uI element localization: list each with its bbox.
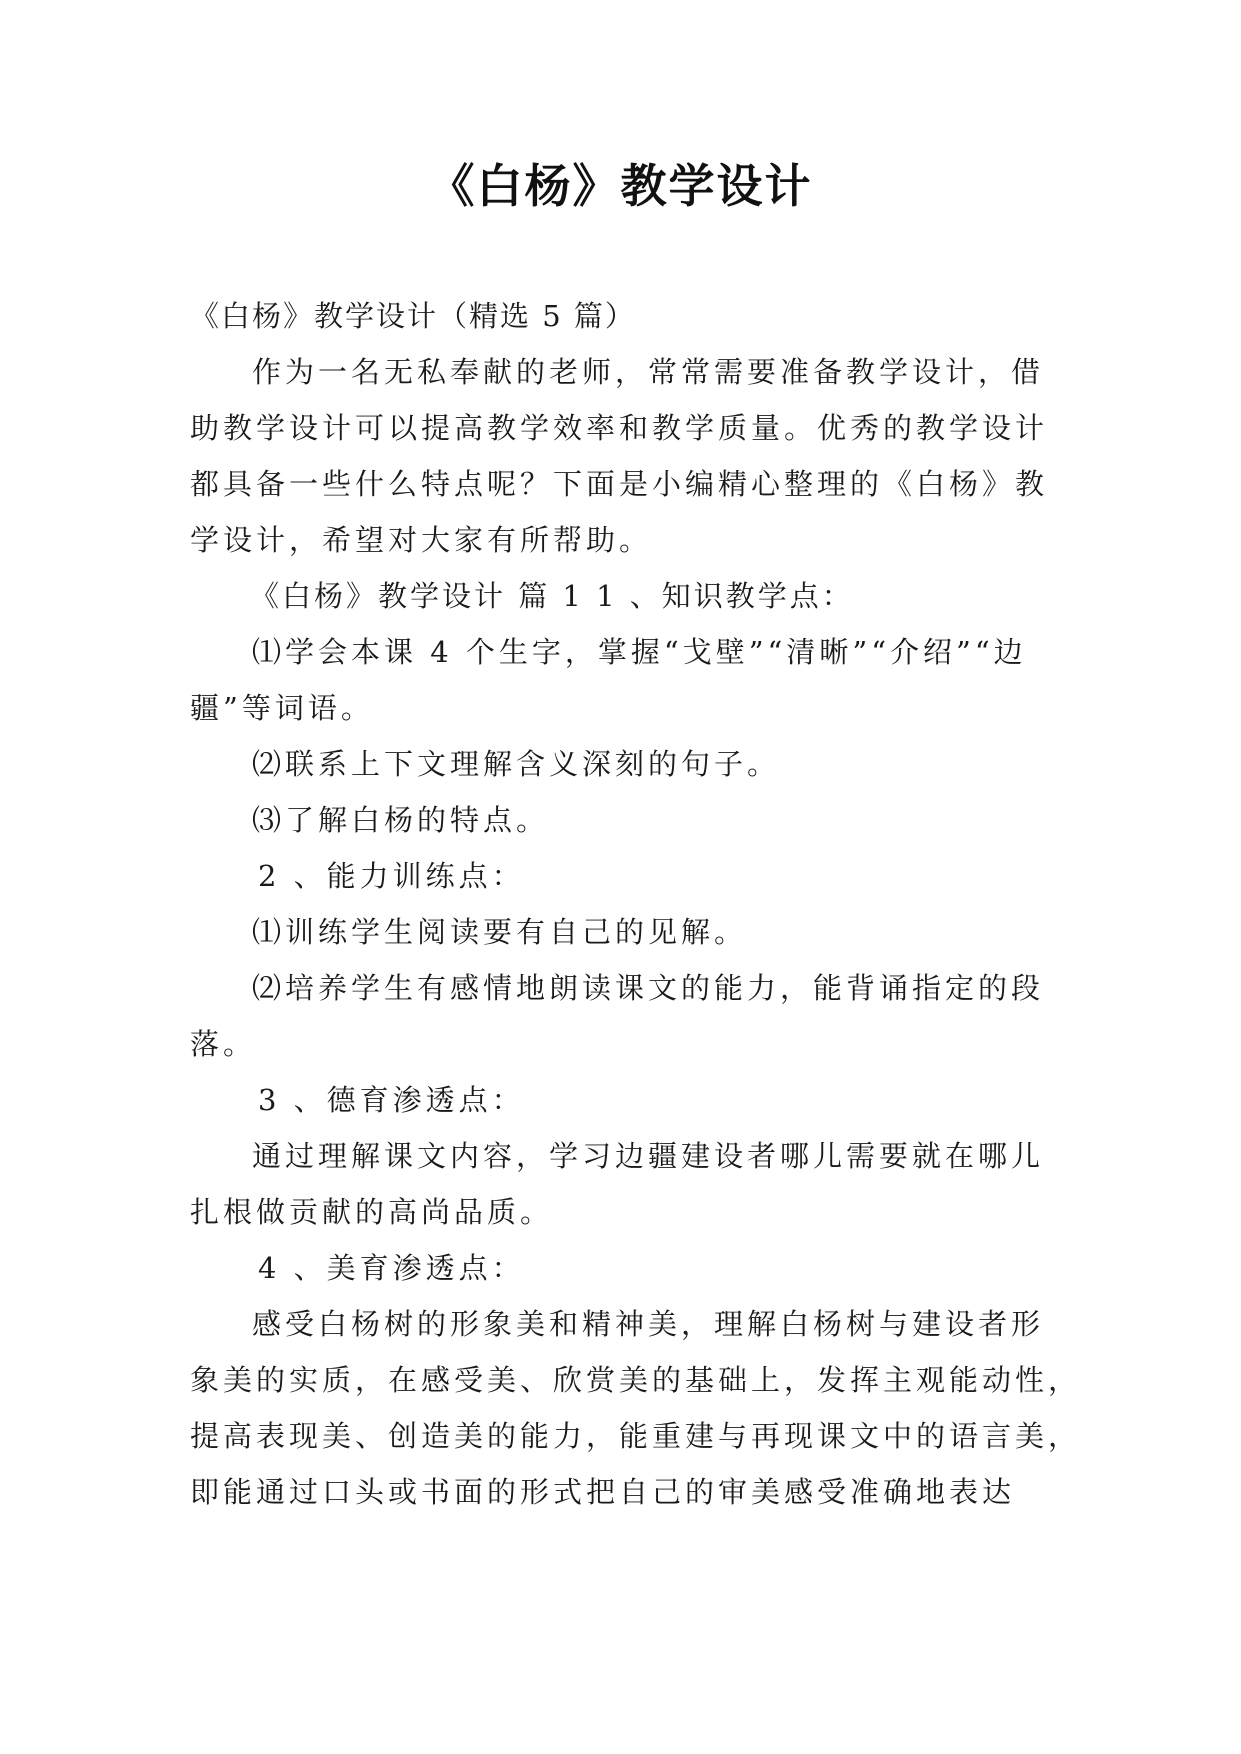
page-title: 《白杨》教学设计 — [428, 159, 813, 213]
paragraph-line: 提高表现美、创造美的能力，能重建与再现课文中的语言美， — [190, 1419, 1082, 1453]
paragraph-line: 即能通过口头或书面的形式把自己的审美感受准确地表达 — [190, 1475, 1016, 1509]
section-heading-aesthetic: 4 、美育渗透点： — [258, 1251, 525, 1285]
paragraph-line: ⑴学会本课 4 个生字，掌握“戈壁”“清晰”“介绍”“边 — [252, 635, 1027, 669]
paragraph-line: ⑴训练学生阅读要有自己的见解。 — [252, 915, 748, 949]
section-heading-ability: 2 、能力训练点： — [258, 859, 525, 893]
paragraph-line: 象美的实质，在感受美、欣赏美的基础上，发挥主观能动性， — [190, 1363, 1082, 1397]
paragraph-line: 扎根做贡献的高尚品质。 — [190, 1195, 554, 1229]
document-body — [190, 288, 1082, 1520]
intro-line: 都具备一些什么特点呢？下面是小编精心整理的《白杨》教 — [190, 467, 1049, 501]
intro-line: 作为一名无私奉献的老师，常常需要准备教学设计，借 — [252, 355, 1045, 389]
section-heading-moral: 3 、德育渗透点： — [258, 1083, 525, 1117]
paragraph-line: ⑵联系上下文理解含义深刻的句子。 — [252, 747, 781, 781]
paragraph-line: 通过理解课文内容，学习边疆建设者哪儿需要就在哪儿 — [252, 1139, 1045, 1173]
paragraph-line: ⑶了解白杨的特点。 — [252, 803, 550, 837]
intro-line: 助教学设计可以提高教学效率和教学质量。优秀的教学设计 — [190, 411, 1049, 445]
paragraph-line: ⑵培养学生有感情地朗读课文的能力，能背诵指定的段 — [252, 971, 1045, 1005]
intro-line: 学设计，希望对大家有所帮助。 — [190, 523, 653, 557]
paragraph-line: 感受白杨树的形象美和精神美，理解白杨树与建设者形 — [252, 1307, 1045, 1341]
paragraph-line: 落。 — [190, 1027, 257, 1061]
paragraph-line: 疆”等词语。 — [190, 691, 374, 725]
section-heading-knowledge: 《白杨》教学设计 篇 1 1 、知识教学点： — [250, 579, 854, 613]
subtitle-line: 《白杨》教学设计（精选 5 篇） — [190, 299, 636, 333]
